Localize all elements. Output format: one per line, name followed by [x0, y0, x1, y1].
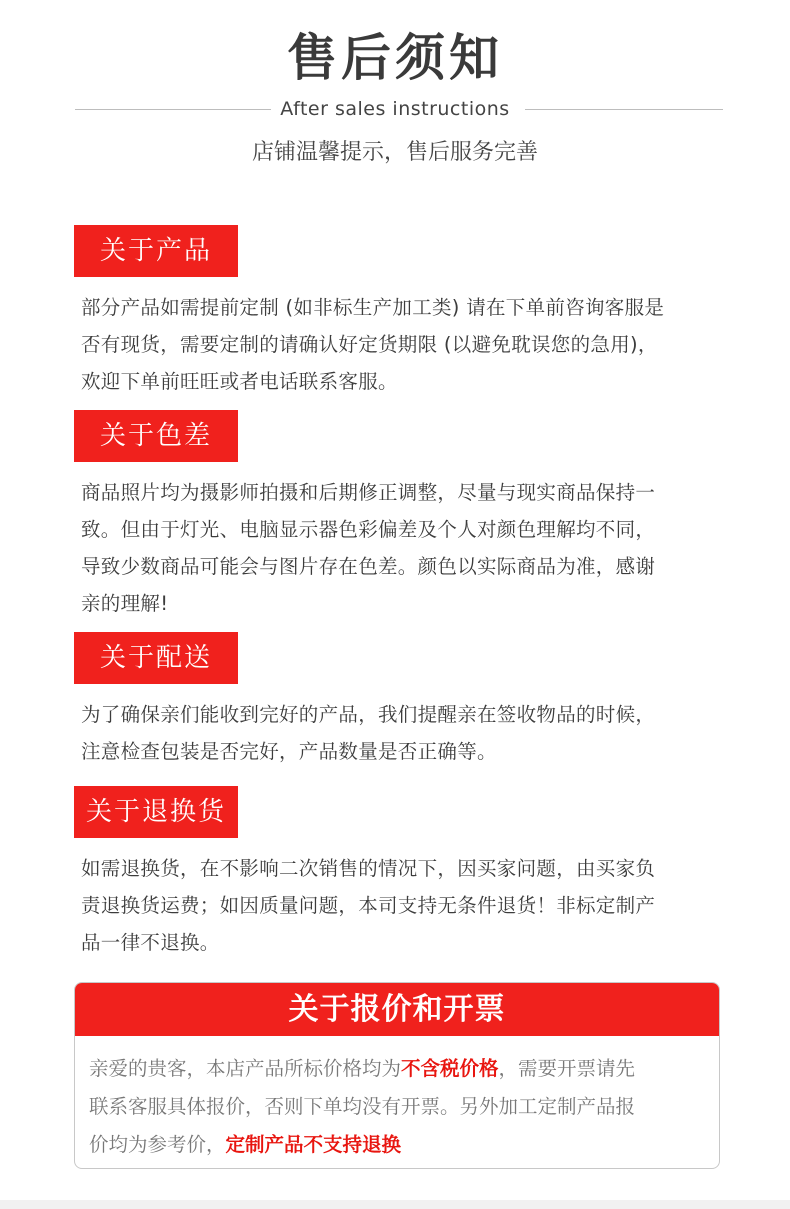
- text-line: 如需退换货，在不影响二次销售的情况下，因买家问题，由买家负: [81, 857, 656, 880]
- section-body-delivery: [81, 696, 721, 770]
- text-line: [89, 1126, 704, 1164]
- text-line: 品一律不退换。: [81, 931, 220, 954]
- text-segment: 价均为参考价，: [89, 1133, 226, 1156]
- section-tag-delivery: 关于配送: [74, 632, 238, 684]
- section-tag-returns: 关于退换货: [74, 786, 238, 838]
- price-notice-title: 关于报价和开票: [75, 983, 719, 1036]
- subtitle-english: After sales instructions: [280, 98, 510, 120]
- text-segment: 亲爱的贵客，本店产品所标价格均为: [89, 1057, 402, 1080]
- price-notice-box: [74, 982, 720, 1169]
- text-line: 注意检查包装是否完好，产品数量是否正确等。: [81, 740, 497, 763]
- text-line: 欢迎下单前旺旺或者电话联系客服。: [81, 370, 398, 393]
- text-segment: ，需要开票请先: [498, 1057, 636, 1080]
- text-line: 亲的理解!: [81, 592, 169, 615]
- highlight-no-return-custom: 定制产品不支持退换: [225, 1133, 402, 1156]
- highlight-tax-excluded: 不含税价格: [401, 1057, 499, 1080]
- section-tag-product: 关于产品: [74, 225, 238, 277]
- text-line: 部分产品如需提前定制 (如非标生产加工类) 请在下单前咨询客服是: [81, 296, 665, 319]
- section-body-product: [81, 289, 721, 400]
- text-line: 责退换货运费；如因质量问题，本司支持无条件退货！非标定制产: [81, 894, 656, 917]
- bottom-strip: [0, 1200, 790, 1209]
- page-title: 售后须知: [287, 29, 503, 87]
- price-notice-text: [75, 1036, 719, 1164]
- text-line: 联系客服具体报价，否则下单均没有开票。另外加工定制产品报: [89, 1095, 636, 1118]
- section-body-color-difference: [81, 474, 721, 622]
- text-line: 导致少数商品可能会与图片存在色差。颜色以实际商品为准，感谢: [81, 555, 656, 578]
- text-line: [89, 1050, 704, 1088]
- text-line: 商品照片均为摄影师拍摄和后期修正调整，尽量与现实商品保持一: [81, 481, 656, 504]
- text-line: 致。但由于灯光、电脑显示器色彩偏差及个人对颜色理解均不同，: [81, 518, 656, 541]
- section-body-returns: [81, 850, 721, 961]
- tagline: 店铺温馨提示，售后服务完善: [251, 140, 538, 165]
- text-line: 否有现货，需要定制的请确认好定货期限 (以避免耽误您的急用)，: [81, 333, 658, 356]
- section-tag-color-difference: 关于色差: [74, 410, 238, 462]
- text-line: 为了确保亲们能收到完好的产品，我们提醒亲在签收物品的时候，: [81, 703, 656, 726]
- divider-line-right: [525, 109, 723, 110]
